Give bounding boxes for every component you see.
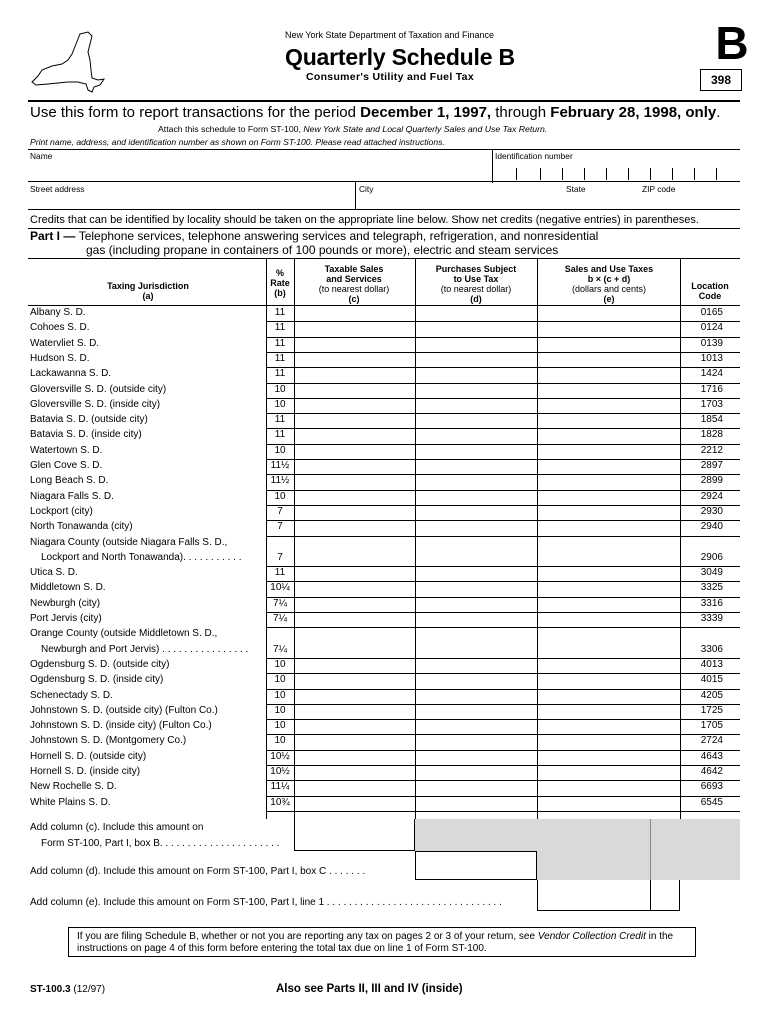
tax-rate: 11 bbox=[274, 368, 286, 380]
entry-field-e[interactable] bbox=[538, 322, 680, 336]
entry-field-e[interactable] bbox=[538, 429, 680, 443]
entry-field-d[interactable] bbox=[416, 521, 537, 535]
entry-field-c[interactable] bbox=[295, 659, 415, 673]
entry-field-d[interactable] bbox=[416, 429, 537, 443]
location-code: 4013 bbox=[700, 658, 723, 670]
entry-field-c[interactable] bbox=[295, 582, 415, 596]
entry-field-d[interactable] bbox=[416, 445, 537, 459]
entry-field-c[interactable] bbox=[295, 445, 415, 459]
location-code: 2906 bbox=[700, 551, 723, 563]
form-subtitle: Consumer's Utility and Fuel Tax bbox=[306, 71, 474, 83]
entry-field-c[interactable] bbox=[295, 690, 415, 704]
entry-field-d[interactable] bbox=[416, 781, 537, 795]
tax-rate: 10 bbox=[274, 689, 286, 701]
entry-field-d[interactable] bbox=[416, 368, 537, 382]
form-id-footer: ST-100.3 (12/97) bbox=[30, 984, 106, 995]
location-code: 0165 bbox=[700, 307, 723, 318]
entry-field-e[interactable] bbox=[538, 781, 680, 795]
tax-rate: 10 bbox=[274, 720, 286, 732]
tax-rate: 7¼ bbox=[273, 613, 287, 624]
entry-field-c[interactable] bbox=[295, 475, 415, 489]
tax-rate: 11½ bbox=[270, 475, 290, 487]
shaded-area-d bbox=[537, 851, 740, 880]
credits-note: Credits that can be identified by locality should be taken on the appropriate line below. Show net credits (negative entries) in parentheses. bbox=[30, 214, 699, 226]
entry-field-d[interactable] bbox=[416, 644, 537, 658]
address-row-top-rule bbox=[28, 181, 740, 182]
location-code: 0139 bbox=[700, 337, 723, 349]
entry-field-d[interactable] bbox=[416, 506, 537, 520]
location-code: 1828 bbox=[700, 429, 723, 441]
location-code: 3325 bbox=[700, 582, 723, 594]
entry-field-c[interactable] bbox=[295, 720, 415, 734]
jurisdiction-name: Middletown S. D. bbox=[30, 582, 106, 594]
vendor-credit-notice: If you are filing Schedule B, whether or not you are reporting any tax on pages 2 or 3 of your return, see Vendor Collection Credit in the instructions on page 4 of this form before entering the total tax due on line 1 of Form ST-100. bbox=[68, 927, 696, 957]
address-row-bottom-rule bbox=[28, 209, 740, 210]
location-code: 1703 bbox=[700, 398, 723, 410]
entry-field-c[interactable] bbox=[295, 414, 415, 428]
location-code: 4643 bbox=[700, 750, 723, 762]
entry-field-c[interactable] bbox=[295, 506, 415, 520]
total-e-line: Add column (e). Include this amount on Form ST-100, Part I, line 1 . . . . . . . . . . . . . . . . . . . . . . . . . . . . . . . . bbox=[30, 897, 502, 908]
entry-field-e[interactable] bbox=[538, 735, 680, 749]
entry-field-d[interactable] bbox=[416, 414, 537, 428]
entry-field-d[interactable] bbox=[416, 674, 537, 688]
location-code: 1716 bbox=[700, 383, 723, 395]
entry-field-c[interactable] bbox=[295, 399, 415, 413]
entry-field-c[interactable] bbox=[295, 705, 415, 719]
location-code: 2899 bbox=[700, 475, 723, 487]
entry-field-c[interactable] bbox=[295, 751, 415, 765]
zip-code-field[interactable] bbox=[642, 194, 738, 208]
entry-field-c[interactable] bbox=[295, 674, 415, 688]
name-label: Name bbox=[30, 151, 53, 161]
city-divider bbox=[355, 181, 356, 209]
tax-rate: 10 bbox=[274, 383, 286, 395]
jurisdiction-name: Orange County (outside Middletown S. D., bbox=[30, 628, 218, 640]
entry-field-e[interactable] bbox=[538, 521, 680, 535]
entry-field-d[interactable] bbox=[416, 659, 537, 673]
entry-field-e[interactable] bbox=[538, 674, 680, 688]
entry-field-c[interactable] bbox=[295, 766, 415, 780]
jurisdiction-name: Johnstown S. D. (Montgomery Co.) bbox=[30, 735, 187, 747]
jurisdiction-name: Batavia S. D. (inside city) bbox=[30, 429, 142, 441]
jurisdiction-name-cont: Newburgh and Port Jervis) . . . . . . . . . . . . . . . . bbox=[41, 643, 249, 655]
entry-field-e[interactable] bbox=[538, 644, 680, 658]
jurisdiction-name: Watertown S. D. bbox=[30, 444, 103, 456]
location-code: 2212 bbox=[700, 444, 723, 456]
total-c-line1: Add column (c). Include this amount on bbox=[30, 822, 204, 833]
entry-field-e[interactable] bbox=[538, 460, 680, 474]
entry-field-d[interactable] bbox=[416, 491, 537, 505]
entry-field-e[interactable] bbox=[538, 491, 680, 505]
tax-rate: 10½ bbox=[270, 766, 290, 777]
jurisdiction-name: Ogdensburg S. D. (outside city) bbox=[30, 658, 170, 670]
entry-field-c[interactable] bbox=[295, 338, 415, 352]
tax-rate: 11¼ bbox=[270, 781, 290, 793]
location-code: 3339 bbox=[700, 613, 723, 624]
new-york-state-logo bbox=[28, 30, 108, 102]
tax-rate: 10 bbox=[274, 735, 286, 747]
entry-field-e[interactable] bbox=[538, 353, 680, 367]
entry-field-e[interactable] bbox=[538, 766, 680, 780]
entry-field-d[interactable] bbox=[416, 766, 537, 780]
entry-field-c[interactable] bbox=[295, 735, 415, 749]
agency-name: New York State Department of Taxation and Finance bbox=[285, 30, 494, 40]
entry-field-e[interactable] bbox=[538, 307, 680, 321]
entry-field-c[interactable] bbox=[295, 797, 415, 811]
jurisdiction-name: Schenectady S. D. bbox=[30, 689, 113, 701]
tax-rate: 10 bbox=[274, 398, 286, 410]
tax-rate: 11 bbox=[274, 337, 286, 349]
entry-field-c[interactable] bbox=[295, 429, 415, 443]
period-statement: Use this form to report transactions for the period December 1, 1997, through February 28, 1998, only. bbox=[30, 104, 721, 121]
tax-rate: 11 bbox=[274, 567, 286, 579]
tax-rate: 10 bbox=[274, 490, 286, 502]
entry-field-e[interactable] bbox=[538, 475, 680, 489]
entry-field-e[interactable] bbox=[538, 552, 680, 566]
tax-rate: 10¾ bbox=[270, 796, 290, 808]
entry-field-e[interactable] bbox=[538, 751, 680, 765]
state-label: State bbox=[566, 184, 586, 194]
col-a-header: Taxing Jurisdiction (a) bbox=[107, 281, 189, 301]
entry-field-e[interactable] bbox=[538, 613, 680, 627]
tax-rate: 10 bbox=[274, 658, 286, 670]
entry-field-e[interactable] bbox=[538, 445, 680, 459]
col-e-header: Sales and Use Taxes b × (c + d) (dollars and cents) (e) bbox=[564, 264, 654, 304]
location-code: 1705 bbox=[700, 720, 723, 732]
entry-field-e[interactable] bbox=[538, 582, 680, 596]
table-top-rule bbox=[28, 258, 740, 259]
zip-label: ZIP code bbox=[642, 184, 676, 194]
entry-field-d[interactable] bbox=[416, 613, 537, 627]
jurisdiction-name: Utica S. D. bbox=[30, 567, 78, 579]
location-code: 0124 bbox=[700, 322, 723, 334]
jurisdiction-name: Gloversville S. D. (inside city) bbox=[30, 398, 161, 410]
tax-rate: 10 bbox=[274, 444, 286, 456]
header-rule bbox=[28, 100, 740, 102]
jurisdiction-name: Watervliet S. D. bbox=[30, 337, 100, 349]
entry-field-e[interactable] bbox=[538, 384, 680, 398]
location-code: 2930 bbox=[700, 505, 723, 517]
entry-field-d[interactable] bbox=[416, 751, 537, 765]
jurisdiction-name: Gloversville S. D. (outside city) bbox=[30, 383, 167, 395]
tax-rate: 11 bbox=[274, 322, 286, 334]
location-code: 3049 bbox=[700, 567, 723, 579]
location-code: 2940 bbox=[700, 521, 723, 533]
entry-field-e[interactable] bbox=[538, 598, 680, 612]
jurisdiction-name: Albany S. D. bbox=[30, 307, 86, 318]
identification-number-field[interactable] bbox=[495, 161, 740, 181]
entry-field-c[interactable] bbox=[295, 491, 415, 505]
entry-field-c[interactable] bbox=[295, 460, 415, 474]
col-f-header: Location Code bbox=[691, 281, 729, 301]
entry-field-d[interactable] bbox=[416, 582, 537, 596]
see-also-footer: Also see Parts II, III and IV (inside) bbox=[276, 983, 463, 995]
col-d-header: Purchases Subject to Use Tax (to nearest dollar) (d) bbox=[435, 264, 517, 304]
entry-field-c[interactable] bbox=[295, 552, 415, 566]
location-code: 2897 bbox=[700, 460, 723, 471]
location-code: 1854 bbox=[700, 414, 723, 426]
entry-field-d[interactable] bbox=[416, 720, 537, 734]
location-code: 1013 bbox=[700, 352, 723, 364]
location-code: 6693 bbox=[700, 781, 723, 793]
jurisdiction-name: Lackawanna S. D. bbox=[30, 368, 112, 380]
total-d-line: Add column (d). Include this amount on Form ST-100, Part I, box C . . . . . . . bbox=[30, 866, 366, 877]
tax-rate: 7 bbox=[277, 551, 283, 563]
entry-field-d[interactable] bbox=[416, 460, 537, 474]
col-c-header: Taxable Sales and Services (to nearest dollar) (c) bbox=[318, 264, 390, 304]
street-label: Street address bbox=[30, 184, 85, 194]
row-rule bbox=[266, 627, 740, 628]
jurisdiction-name: Lockport (city) bbox=[30, 505, 93, 517]
entry-field-d[interactable] bbox=[416, 797, 537, 811]
tax-rate: 11 bbox=[274, 414, 286, 426]
schedule-letter: B bbox=[715, 17, 749, 69]
state-field[interactable] bbox=[566, 194, 636, 208]
form-number-box: 398 bbox=[700, 69, 742, 91]
entry-field-d[interactable] bbox=[416, 598, 537, 612]
print-instruction: Print name, address, and identification number as shown on Form ST-100. Please read attached instructions. bbox=[30, 137, 445, 147]
entry-field-e[interactable] bbox=[538, 368, 680, 382]
total-c-line2: Form ST-100, Part I, box B. . . . . . . . . . . . . . . . . . . . . . bbox=[41, 838, 280, 849]
entry-field-e[interactable] bbox=[538, 720, 680, 734]
name-field[interactable] bbox=[30, 161, 490, 181]
form-title: Quarterly Schedule B bbox=[285, 44, 515, 70]
jurisdiction-name: Hudson S. D. bbox=[30, 352, 90, 364]
tax-rate: 10½ bbox=[270, 750, 290, 762]
tax-rate: 7 bbox=[277, 505, 283, 517]
jurisdiction-name: Glen Cove S. D. bbox=[30, 460, 103, 471]
entry-field-d[interactable] bbox=[416, 307, 537, 321]
location-code: 2924 bbox=[700, 490, 723, 502]
entry-field-d[interactable] bbox=[416, 384, 537, 398]
tax-rate: 7¼ bbox=[273, 643, 287, 655]
entry-field-c[interactable] bbox=[295, 353, 415, 367]
part1-heading: Part I — Telephone services, telephone answering services and telegraph, refrigeration, and nonresidential bbox=[30, 229, 599, 243]
entry-field-d[interactable] bbox=[416, 322, 537, 336]
entry-field-c[interactable] bbox=[295, 644, 415, 658]
tax-rate: 11½ bbox=[270, 460, 290, 471]
total-d-box[interactable] bbox=[415, 851, 537, 880]
jurisdiction-name: Cohoes S. D. bbox=[30, 322, 90, 334]
entry-field-d[interactable] bbox=[416, 690, 537, 704]
jurisdiction-name: White Plains S. D. bbox=[30, 796, 111, 808]
total-e-box[interactable] bbox=[537, 880, 680, 911]
entry-field-e[interactable] bbox=[538, 705, 680, 719]
location-code: 4205 bbox=[700, 689, 723, 701]
entry-field-d[interactable] bbox=[416, 475, 537, 489]
id-label: Identification number bbox=[495, 151, 573, 161]
tax-rate: 7¼ bbox=[273, 597, 287, 609]
jurisdiction-name: Niagara County (outside Niagara Falls S. D., bbox=[30, 536, 228, 548]
location-code: 1424 bbox=[700, 368, 723, 380]
jurisdiction-name: Batavia S. D. (outside city) bbox=[30, 414, 148, 426]
entry-field-e[interactable] bbox=[538, 797, 680, 811]
jurisdiction-name: Johnstown S. D. (inside city) (Fulton Co.) bbox=[30, 720, 212, 732]
row-rule bbox=[266, 536, 740, 537]
location-code: 1725 bbox=[700, 704, 723, 716]
attach-instruction: Attach this schedule to Form ST-100, New York State and Local Quarterly Sales and Use Tax Return. bbox=[158, 124, 548, 134]
entry-field-d[interactable] bbox=[416, 552, 537, 566]
location-code: 6545 bbox=[700, 796, 723, 808]
entry-field-d[interactable] bbox=[416, 735, 537, 749]
city-field[interactable] bbox=[359, 194, 559, 208]
tax-rate: 11 bbox=[274, 307, 286, 318]
location-code: 3306 bbox=[700, 643, 723, 655]
id-divider bbox=[492, 149, 493, 183]
entry-field-c[interactable] bbox=[295, 598, 415, 612]
location-code: 4015 bbox=[700, 674, 723, 686]
jurisdiction-name: Johnstown S. D. (outside city) (Fulton Co.) bbox=[30, 704, 218, 716]
jurisdiction-name: North Tonawanda (city) bbox=[30, 521, 133, 533]
tax-rate: 11 bbox=[274, 352, 286, 364]
tax-rate: 11 bbox=[274, 429, 286, 441]
entry-field-c[interactable] bbox=[295, 521, 415, 535]
part1-heading-cont: gas (including propane in containers of 100 pounds or more), electric and steam services bbox=[86, 243, 559, 257]
city-label: City bbox=[359, 184, 374, 194]
row-rule bbox=[266, 811, 740, 812]
table-header-rule bbox=[28, 305, 740, 306]
entry-field-c[interactable] bbox=[295, 781, 415, 795]
location-code: 2724 bbox=[700, 735, 723, 747]
jurisdiction-name: Hornell S. D. (inside city) bbox=[30, 766, 141, 777]
entry-field-d[interactable] bbox=[416, 338, 537, 352]
jurisdiction-name: Niagara Falls S. D. bbox=[30, 490, 114, 502]
entry-field-c[interactable] bbox=[295, 384, 415, 398]
tax-rate: 10 bbox=[274, 674, 286, 686]
entry-field-d[interactable] bbox=[416, 399, 537, 413]
entry-field-c[interactable] bbox=[295, 307, 415, 321]
entry-field-c[interactable] bbox=[295, 613, 415, 627]
entry-field-e[interactable] bbox=[538, 506, 680, 520]
entry-field-e[interactable] bbox=[538, 414, 680, 428]
jurisdiction-name-cont: Lockport and North Tonawanda). . . . . . . . . . . bbox=[41, 551, 242, 563]
jurisdiction-name: Long Beach S. D. bbox=[30, 475, 109, 487]
entry-field-e[interactable] bbox=[538, 659, 680, 673]
location-code: 4642 bbox=[700, 766, 723, 777]
jurisdiction-name: New Rochelle S. D. bbox=[30, 781, 117, 793]
entry-field-c[interactable] bbox=[295, 368, 415, 382]
street-address-field[interactable] bbox=[30, 194, 352, 208]
total-c-box[interactable] bbox=[294, 819, 415, 851]
jurisdiction-name: Newburgh (city) bbox=[30, 597, 101, 609]
entry-field-d[interactable] bbox=[416, 353, 537, 367]
tax-rate: 10 bbox=[274, 704, 286, 716]
entry-field-e[interactable] bbox=[538, 338, 680, 352]
entry-field-e[interactable] bbox=[538, 399, 680, 413]
entry-field-d[interactable] bbox=[416, 567, 537, 581]
col-b-header: % Rate (b) bbox=[270, 268, 290, 298]
entry-field-d[interactable] bbox=[416, 705, 537, 719]
tax-rate: 10¼ bbox=[270, 582, 290, 594]
location-code: 3316 bbox=[700, 597, 723, 609]
entry-field-c[interactable] bbox=[295, 567, 415, 581]
tax-rate: 7 bbox=[277, 521, 283, 533]
entry-field-e[interactable] bbox=[538, 690, 680, 704]
jurisdiction-name: Port Jervis (city) bbox=[30, 613, 102, 624]
name-row-top-rule bbox=[28, 149, 740, 150]
jurisdiction-name: Ogdensburg S. D. (inside city) bbox=[30, 674, 164, 686]
entry-field-e[interactable] bbox=[538, 567, 680, 581]
shaded-area-c bbox=[415, 819, 740, 851]
jurisdiction-name: Hornell S. D. (outside city) bbox=[30, 750, 147, 762]
entry-field-c[interactable] bbox=[295, 322, 415, 336]
